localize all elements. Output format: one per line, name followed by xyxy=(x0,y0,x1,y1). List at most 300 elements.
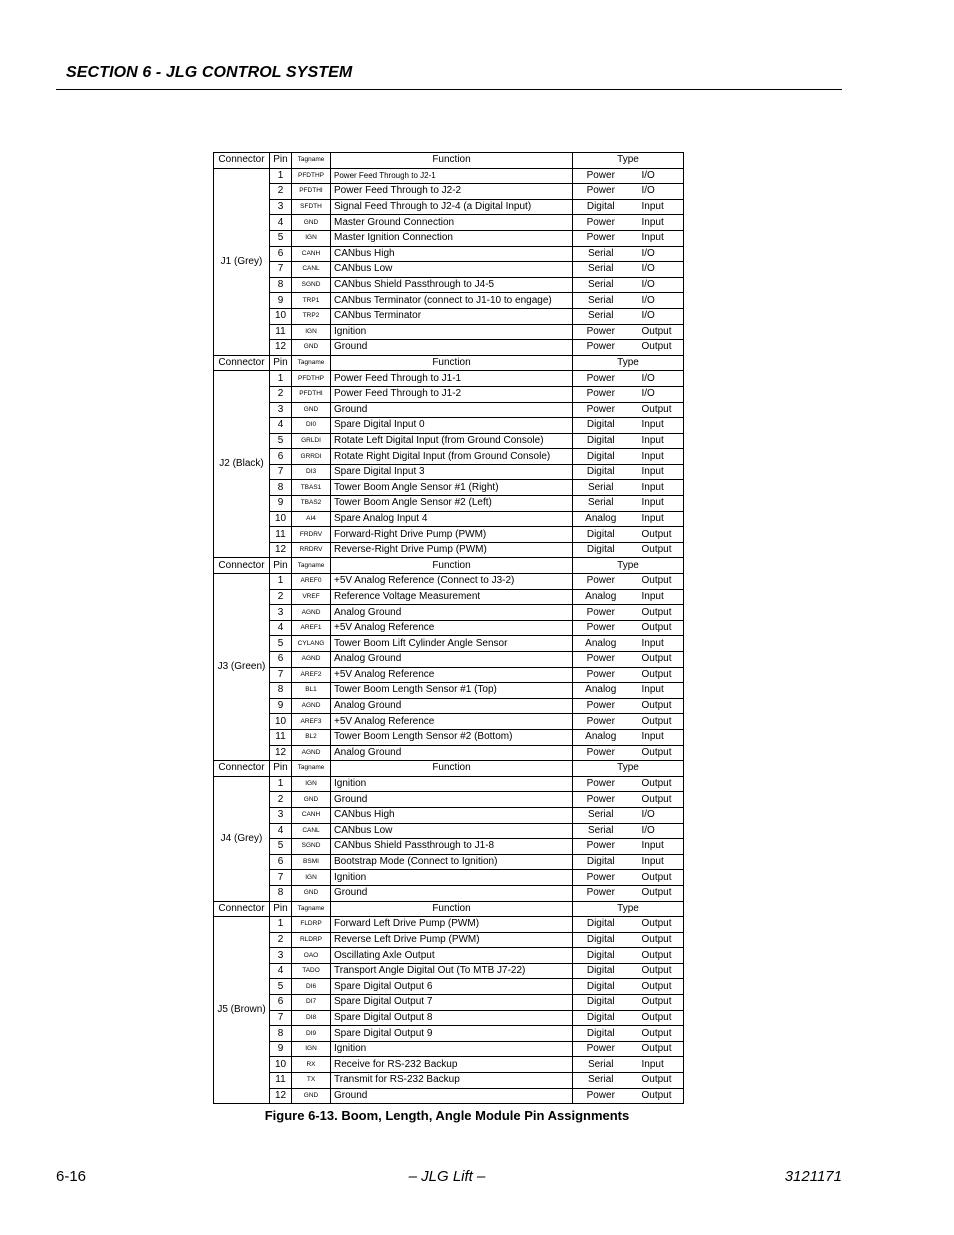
pin-cell: 11 xyxy=(270,729,292,745)
type-cell: Power xyxy=(573,574,629,590)
table-row xyxy=(214,823,684,839)
pin-cell: 6 xyxy=(270,854,292,870)
figure-caption: Figure 6-13. Boom, Length, Angle Module Pin Assignments xyxy=(264,1108,630,1123)
pin-cell: 12 xyxy=(270,1088,292,1104)
tagname-cell: AGND xyxy=(292,745,331,761)
function-cell: Power Feed Through to J1-1 xyxy=(331,371,573,387)
function-cell: Master Ground Connection xyxy=(331,215,573,231)
function-cell: Ground xyxy=(331,885,573,901)
function-cell: CANbus High xyxy=(331,807,573,823)
pin-cell: 2 xyxy=(270,932,292,948)
type-cell: Analog xyxy=(573,589,629,605)
header-type: Type xyxy=(573,901,684,917)
table-row xyxy=(214,807,684,823)
direction-cell: Output xyxy=(629,979,684,995)
direction-cell: Input xyxy=(629,464,684,480)
direction-cell: Input xyxy=(629,589,684,605)
table-row xyxy=(214,464,684,480)
type-cell: Power xyxy=(573,698,629,714)
pin-cell: 9 xyxy=(270,293,292,309)
direction-cell: Output xyxy=(629,776,684,792)
tagname-cell: IGN xyxy=(292,870,331,886)
function-cell: Spare Analog Input 4 xyxy=(331,511,573,527)
type-cell: Power xyxy=(573,667,629,683)
type-cell: Digital xyxy=(573,948,629,964)
function-cell: Tower Boom Angle Sensor #1 (Right) xyxy=(331,480,573,496)
function-cell: Ground xyxy=(331,792,573,808)
header-pin: Pin xyxy=(270,901,292,917)
direction-cell: Output xyxy=(629,963,684,979)
function-cell: Transport Angle Digital Out (To MTB J7-22) xyxy=(331,963,573,979)
type-cell: Power xyxy=(573,168,629,184)
type-cell: Power xyxy=(573,620,629,636)
tagname-cell: TBAS2 xyxy=(292,496,331,512)
tagname-cell: FRDRV xyxy=(292,527,331,543)
table-row xyxy=(214,652,684,668)
table-row xyxy=(214,184,684,200)
pin-cell: 4 xyxy=(270,963,292,979)
header-rule xyxy=(56,89,842,90)
type-cell: Serial xyxy=(573,823,629,839)
pin-cell: 12 xyxy=(270,340,292,356)
table-header-row xyxy=(214,355,684,371)
tagname-cell: IGN xyxy=(292,1041,331,1057)
function-cell: Reverse-Right Drive Pump (PWM) xyxy=(331,542,573,558)
direction-cell: I/O xyxy=(629,262,684,278)
pin-cell: 7 xyxy=(270,464,292,480)
type-cell: Power xyxy=(573,230,629,246)
tagname-cell: GND xyxy=(292,215,331,231)
direction-cell: Input xyxy=(629,449,684,465)
type-cell: Analog xyxy=(573,729,629,745)
direction-cell: I/O xyxy=(629,293,684,309)
connector-label: J4 (Grey) xyxy=(214,776,270,901)
function-cell: CANbus Terminator (connect to J1-10 to engage) xyxy=(331,293,573,309)
header-connector: Connector xyxy=(214,558,270,574)
tagname-cell: DI3 xyxy=(292,464,331,480)
header-function: Function xyxy=(331,761,573,777)
table-row xyxy=(214,729,684,745)
function-cell: Reference Voltage Measurement xyxy=(331,589,573,605)
function-cell: Spare Digital Input 3 xyxy=(331,464,573,480)
header-pin: Pin xyxy=(270,761,292,777)
function-cell: Ignition xyxy=(331,870,573,886)
header-tagname: Tagname xyxy=(292,558,331,574)
pin-cell: 8 xyxy=(270,480,292,496)
header-type: Type xyxy=(573,153,684,169)
pin-cell: 5 xyxy=(270,433,292,449)
direction-cell: Output xyxy=(629,324,684,340)
type-cell: Serial xyxy=(573,1073,629,1089)
direction-cell: Output xyxy=(629,870,684,886)
table-row xyxy=(214,496,684,512)
direction-cell: Input xyxy=(629,215,684,231)
function-cell: CANbus High xyxy=(331,246,573,262)
tagname-cell: AI4 xyxy=(292,511,331,527)
header-function: Function xyxy=(331,153,573,169)
direction-cell: Input xyxy=(629,199,684,215)
type-cell: Serial xyxy=(573,277,629,293)
function-cell: Rotate Left Digital Input (from Ground Console) xyxy=(331,433,573,449)
pin-cell: 6 xyxy=(270,652,292,668)
tagname-cell: AGND xyxy=(292,698,331,714)
type-cell: Digital xyxy=(573,917,629,933)
direction-cell: I/O xyxy=(629,277,684,293)
table-row xyxy=(214,979,684,995)
table-header-row xyxy=(214,558,684,574)
pin-cell: 4 xyxy=(270,620,292,636)
type-cell: Power xyxy=(573,605,629,621)
type-cell: Digital xyxy=(573,1026,629,1042)
table-row xyxy=(214,542,684,558)
type-cell: Digital xyxy=(573,449,629,465)
type-cell: Digital xyxy=(573,932,629,948)
table-row xyxy=(214,1088,684,1104)
table-row xyxy=(214,667,684,683)
pin-cell: 9 xyxy=(270,496,292,512)
pin-cell: 7 xyxy=(270,667,292,683)
tagname-cell: DI8 xyxy=(292,1010,331,1026)
type-cell: Power xyxy=(573,215,629,231)
function-cell: Analog Ground xyxy=(331,605,573,621)
direction-cell: Output xyxy=(629,1088,684,1104)
function-cell: Reverse Left Drive Pump (PWM) xyxy=(331,932,573,948)
direction-cell: Output xyxy=(629,917,684,933)
direction-cell: Output xyxy=(629,1041,684,1057)
type-cell: Digital xyxy=(573,854,629,870)
pin-cell: 3 xyxy=(270,807,292,823)
direction-cell: I/O xyxy=(629,168,684,184)
tagname-cell: OAO xyxy=(292,948,331,964)
table-row xyxy=(214,386,684,402)
pin-cell: 8 xyxy=(270,1026,292,1042)
function-cell: Signal Feed Through to J2-4 (a Digital Input) xyxy=(331,199,573,215)
function-cell: Master Ignition Connection xyxy=(331,230,573,246)
header-type: Type xyxy=(573,761,684,777)
header-tagname: Tagname xyxy=(292,355,331,371)
function-cell: Analog Ground xyxy=(331,652,573,668)
pin-cell: 9 xyxy=(270,698,292,714)
type-cell: Power xyxy=(573,885,629,901)
tagname-cell: IGN xyxy=(292,776,331,792)
table-row xyxy=(214,885,684,901)
tagname-cell: CANH xyxy=(292,246,331,262)
function-cell: Transmit for RS-232 Backup xyxy=(331,1073,573,1089)
function-cell: Ignition xyxy=(331,776,573,792)
type-cell: Power xyxy=(573,1041,629,1057)
header-pin: Pin xyxy=(270,153,292,169)
tagname-cell: CANH xyxy=(292,807,331,823)
direction-cell: Input xyxy=(629,496,684,512)
table-row xyxy=(214,371,684,387)
tagname-cell: GND xyxy=(292,792,331,808)
table-row xyxy=(214,1010,684,1026)
table-row xyxy=(214,168,684,184)
direction-cell: I/O xyxy=(629,308,684,324)
function-cell: Power Feed Through to J1-2 xyxy=(331,386,573,402)
tagname-cell: BL2 xyxy=(292,729,331,745)
table-row xyxy=(214,230,684,246)
tagname-cell: RRDRV xyxy=(292,542,331,558)
header-tagname: Tagname xyxy=(292,761,331,777)
table-header-row xyxy=(214,153,684,169)
tagname-cell: CANL xyxy=(292,262,331,278)
direction-cell: Output xyxy=(629,995,684,1011)
pin-cell: 3 xyxy=(270,199,292,215)
table-row xyxy=(214,277,684,293)
function-cell: Ground xyxy=(331,402,573,418)
table-row xyxy=(214,527,684,543)
type-cell: Power xyxy=(573,745,629,761)
direction-cell: Input xyxy=(629,1057,684,1073)
table-row xyxy=(214,995,684,1011)
direction-cell: Input xyxy=(629,511,684,527)
function-cell: +5V Analog Reference xyxy=(331,620,573,636)
table-row xyxy=(214,1073,684,1089)
header-pin: Pin xyxy=(270,558,292,574)
direction-cell: Output xyxy=(629,885,684,901)
table-row xyxy=(214,480,684,496)
function-cell: Analog Ground xyxy=(331,745,573,761)
pin-cell: 8 xyxy=(270,885,292,901)
direction-cell: Output xyxy=(629,698,684,714)
connector-label: J5 (Brown) xyxy=(214,917,270,1104)
type-cell: Power xyxy=(573,402,629,418)
tagname-cell: PFDTHP xyxy=(292,168,331,184)
table-row xyxy=(214,870,684,886)
pin-cell: 4 xyxy=(270,215,292,231)
table-row xyxy=(214,1026,684,1042)
direction-cell: Output xyxy=(629,932,684,948)
pin-cell: 11 xyxy=(270,1073,292,1089)
type-cell: Power xyxy=(573,184,629,200)
type-cell: Digital xyxy=(573,527,629,543)
table-row xyxy=(214,402,684,418)
type-cell: Digital xyxy=(573,542,629,558)
pin-cell: 10 xyxy=(270,1057,292,1073)
type-cell: Digital xyxy=(573,433,629,449)
tagname-cell: AGND xyxy=(292,652,331,668)
header-type: Type xyxy=(573,355,684,371)
type-cell: Serial xyxy=(573,246,629,262)
header-connector: Connector xyxy=(214,153,270,169)
function-cell: +5V Analog Reference xyxy=(331,667,573,683)
pin-cell: 7 xyxy=(270,870,292,886)
type-cell: Digital xyxy=(573,995,629,1011)
header-function: Function xyxy=(331,558,573,574)
direction-cell: Output xyxy=(629,574,684,590)
pin-cell: 1 xyxy=(270,371,292,387)
pin-cell: 7 xyxy=(270,262,292,278)
tagname-cell: DI9 xyxy=(292,1026,331,1042)
table-row xyxy=(214,714,684,730)
type-cell: Power xyxy=(573,870,629,886)
direction-cell: Input xyxy=(629,230,684,246)
direction-cell: I/O xyxy=(629,386,684,402)
type-cell: Power xyxy=(573,386,629,402)
pin-cell: 11 xyxy=(270,527,292,543)
pin-cell: 11 xyxy=(270,324,292,340)
function-cell: CANbus Shield Passthrough to J1-8 xyxy=(331,839,573,855)
table-row xyxy=(214,854,684,870)
tagname-cell: GRRDI xyxy=(292,449,331,465)
table-row xyxy=(214,1041,684,1057)
tagname-cell: DI6 xyxy=(292,979,331,995)
type-cell: Power xyxy=(573,776,629,792)
table-row xyxy=(214,792,684,808)
pin-cell: 7 xyxy=(270,1010,292,1026)
connector-label: J3 (Green) xyxy=(214,574,270,761)
direction-cell: Input xyxy=(629,480,684,496)
tagname-cell: IGN xyxy=(292,230,331,246)
pin-cell: 10 xyxy=(270,308,292,324)
direction-cell: Output xyxy=(629,745,684,761)
table-header-row xyxy=(214,901,684,917)
pin-cell: 5 xyxy=(270,979,292,995)
table-row xyxy=(214,620,684,636)
type-cell: Digital xyxy=(573,979,629,995)
function-cell: +5V Analog Reference (Connect to J3-2) xyxy=(331,574,573,590)
table-row xyxy=(214,215,684,231)
direction-cell: Output xyxy=(629,792,684,808)
direction-cell: Input xyxy=(629,729,684,745)
function-cell: Power Feed Through to J2-1 xyxy=(331,168,573,184)
header-connector: Connector xyxy=(214,761,270,777)
direction-cell: Output xyxy=(629,1026,684,1042)
header-type: Type xyxy=(573,558,684,574)
pin-cell: 4 xyxy=(270,418,292,434)
type-cell: Analog xyxy=(573,511,629,527)
function-cell: CANbus Shield Passthrough to J4-5 xyxy=(331,277,573,293)
tagname-cell: IGN xyxy=(292,324,331,340)
tagname-cell: TADO xyxy=(292,963,331,979)
table-row xyxy=(214,698,684,714)
header-connector: Connector xyxy=(214,355,270,371)
header-pin: Pin xyxy=(270,355,292,371)
table-row xyxy=(214,199,684,215)
direction-cell: Output xyxy=(629,527,684,543)
function-cell: Ground xyxy=(331,1088,573,1104)
type-cell: Power xyxy=(573,371,629,387)
tagname-cell: BSMI xyxy=(292,854,331,870)
function-cell: Tower Boom Length Sensor #1 (Top) xyxy=(331,683,573,699)
tagname-cell: GRLDI xyxy=(292,433,331,449)
direction-cell: Output xyxy=(629,948,684,964)
pin-cell: 6 xyxy=(270,246,292,262)
pin-assignment-table xyxy=(213,152,684,1104)
direction-cell: Input xyxy=(629,683,684,699)
header-tagname: Tagname xyxy=(292,901,331,917)
pin-cell: 5 xyxy=(270,839,292,855)
table-row xyxy=(214,839,684,855)
table-header-row xyxy=(214,761,684,777)
function-cell: Analog Ground xyxy=(331,698,573,714)
table-row xyxy=(214,574,684,590)
pin-cell: 8 xyxy=(270,683,292,699)
pin-cell: 3 xyxy=(270,948,292,964)
direction-cell: I/O xyxy=(629,371,684,387)
pin-cell: 2 xyxy=(270,386,292,402)
function-cell: CANbus Low xyxy=(331,262,573,278)
direction-cell: I/O xyxy=(629,823,684,839)
header-function: Function xyxy=(331,355,573,371)
function-cell: Tower Boom Lift Cylinder Angle Sensor xyxy=(331,636,573,652)
connector-label: J2 (Black) xyxy=(214,371,270,558)
table-row xyxy=(214,948,684,964)
direction-cell: Output xyxy=(629,340,684,356)
header-function: Function xyxy=(331,901,573,917)
table-row xyxy=(214,963,684,979)
connector-label: J1 (Grey) xyxy=(214,168,270,355)
tagname-cell: AREF2 xyxy=(292,667,331,683)
type-cell: Serial xyxy=(573,293,629,309)
function-cell: Bootstrap Mode (Connect to Ignition) xyxy=(331,854,573,870)
pin-cell: 6 xyxy=(270,995,292,1011)
direction-cell: Output xyxy=(629,402,684,418)
direction-cell: Output xyxy=(629,1073,684,1089)
section-title: SECTION 6 - JLG CONTROL SYSTEM xyxy=(66,64,353,81)
header-connector: Connector xyxy=(214,901,270,917)
page-number: 6-16 xyxy=(56,1168,87,1185)
tagname-cell: GND xyxy=(292,340,331,356)
table-row xyxy=(214,683,684,699)
type-cell: Power xyxy=(573,714,629,730)
pin-cell: 12 xyxy=(270,542,292,558)
direction-cell: Input xyxy=(629,854,684,870)
type-cell: Serial xyxy=(573,496,629,512)
type-cell: Digital xyxy=(573,1010,629,1026)
tagname-cell: DI7 xyxy=(292,995,331,1011)
tagname-cell: PFDTHI xyxy=(292,184,331,200)
tagname-cell: CYLANG xyxy=(292,636,331,652)
table-row xyxy=(214,605,684,621)
table-row xyxy=(214,418,684,434)
type-cell: Power xyxy=(573,1088,629,1104)
type-cell: Power xyxy=(573,839,629,855)
table-row xyxy=(214,917,684,933)
function-cell: Tower Boom Length Sensor #2 (Bottom) xyxy=(331,729,573,745)
table-row xyxy=(214,324,684,340)
function-cell: CANbus Terminator xyxy=(331,308,573,324)
type-cell: Serial xyxy=(573,308,629,324)
tagname-cell: GND xyxy=(292,885,331,901)
pin-table-body xyxy=(214,153,684,1104)
type-cell: Digital xyxy=(573,199,629,215)
table-row xyxy=(214,745,684,761)
function-cell: Power Feed Through to J2-2 xyxy=(331,184,573,200)
direction-cell: Output xyxy=(629,620,684,636)
pin-cell: 10 xyxy=(270,714,292,730)
type-cell: Power xyxy=(573,324,629,340)
tagname-cell: AGND xyxy=(292,605,331,621)
pin-cell: 2 xyxy=(270,184,292,200)
pin-cell: 1 xyxy=(270,168,292,184)
pin-cell: 12 xyxy=(270,745,292,761)
function-cell: Rotate Right Digital Input (from Ground Console) xyxy=(331,449,573,465)
type-cell: Power xyxy=(573,340,629,356)
table-row xyxy=(214,246,684,262)
table-row xyxy=(214,932,684,948)
tagname-cell: VREF xyxy=(292,589,331,605)
tagname-cell: GND xyxy=(292,1088,331,1104)
table-row xyxy=(214,293,684,309)
type-cell: Analog xyxy=(573,636,629,652)
direction-cell: I/O xyxy=(629,184,684,200)
tagname-cell: SGND xyxy=(292,277,331,293)
function-cell: Ground xyxy=(331,340,573,356)
function-cell: Spare Digital Output 8 xyxy=(331,1010,573,1026)
tagname-cell: RX xyxy=(292,1057,331,1073)
